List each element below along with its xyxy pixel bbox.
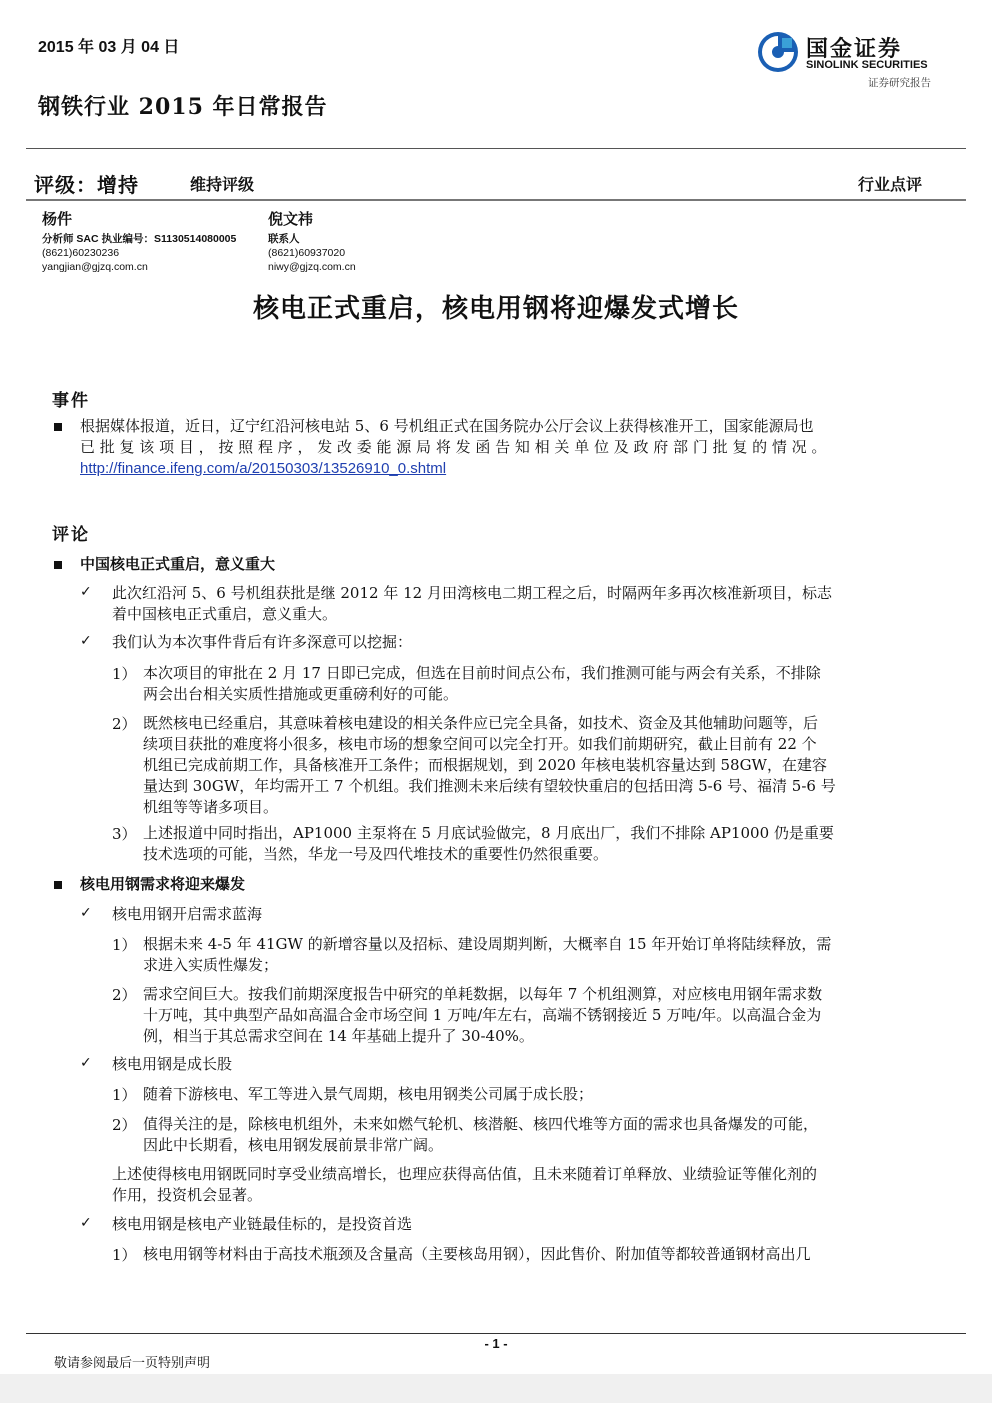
checkmark-icon: ✓ bbox=[80, 1215, 92, 1231]
text-line: 上述使得核电用钢既同时享受业绩高增长，也理应获得高估值，且未来随着订单释放、业绩验证等催化剂的 bbox=[112, 1165, 818, 1183]
source-link[interactable]: http://finance.ifeng.com/a/20150303/13526910_0.shtml bbox=[80, 460, 447, 477]
analyst-card bbox=[42, 208, 236, 274]
numbered-paragraph bbox=[143, 1084, 936, 1105]
item-number: 2） bbox=[112, 986, 137, 1004]
footer-divider bbox=[26, 1333, 966, 1334]
subheading-demand: 核电用钢需求将迎来爆发 bbox=[80, 875, 246, 893]
text-line: 值得关注的是，除核电机组外，未来如燃气轮机、核潜艇、核四代堆等方面的需求也具备爆发的可能， bbox=[143, 1115, 819, 1133]
report-main-title: 核电正式重启，核电用钢将迎爆发式增长 bbox=[252, 294, 739, 324]
checkmark-icon: ✓ bbox=[80, 584, 92, 600]
item-number: 1） bbox=[112, 665, 137, 683]
text-line: 需求空间巨大。按我们前期深度报告中研究的单耗数据，以每年 7 个机组测算，对应核电用钢年需求数 bbox=[143, 985, 823, 1003]
section-heading-comment: 评论 bbox=[52, 525, 90, 545]
cert-number: S1130514080005 bbox=[154, 233, 237, 245]
report-date: 2015 年 03 月 04 日 bbox=[38, 39, 180, 56]
text-line: 随着下游核电、军工等进入景气周期，核电用钢类公司属于成长股； bbox=[143, 1085, 594, 1103]
rating-label: 评级：增持 bbox=[34, 173, 139, 197]
text-line: 机组已完成前期工作，具备核准开工条件；而根据规划，到 2020 年核电装机容量达到 58GW，在建容 bbox=[143, 756, 827, 774]
checkmark-icon: ✓ bbox=[80, 905, 92, 921]
text-line: 核电用钢是成长股 bbox=[112, 1055, 233, 1073]
sinolink-logo-icon bbox=[756, 30, 800, 74]
square-bullet-icon bbox=[54, 881, 62, 889]
bullet-paragraph bbox=[112, 904, 936, 925]
numbered-paragraph bbox=[143, 984, 936, 1047]
text-line: 着中国核电正式重启，意义重大。 bbox=[112, 605, 338, 623]
rating-divider bbox=[26, 199, 966, 201]
analyst-card bbox=[268, 208, 356, 274]
analyst-name: 倪文祎 bbox=[268, 210, 314, 228]
numbered-paragraph bbox=[143, 663, 936, 705]
analyst-name: 杨件 bbox=[42, 210, 73, 228]
text-line: 续项目获批的难度将小很多，核电市场的想象空间可以完全打开。如我们前期研究，截止目前有 22 个 bbox=[143, 735, 817, 753]
text-line: 此次红沿河 5、6 号机组获批是继 2012 年 12 月田湾核电二期工程之后，时隔两年多再次核准新项目，标志 bbox=[112, 584, 832, 602]
text-line: 两会出台相关实质性措施或更重磅利好的可能。 bbox=[143, 685, 459, 703]
text-line: 根据媒体报道，近日，辽宁红沿河核电站 5、6 号机组正式在国务院办公厅会议上获得核准开工，国家能源局也 bbox=[80, 417, 814, 435]
text-line: 十万吨，其中典型产品如高温合金市场空间 1 万吨/年左右，高端不锈钢接近 5 万吨/年。以高温合金为 bbox=[143, 1006, 822, 1024]
text-line: 求进入实质性爆发； bbox=[143, 956, 279, 974]
numbered-paragraph bbox=[143, 713, 936, 818]
text-line: 技术选项的可能，当然，华龙一号及四代堆技术的重要性仍然很重要。 bbox=[143, 845, 609, 863]
square-bullet-icon bbox=[54, 423, 62, 431]
text-line: 机组等等诸多项目。 bbox=[143, 798, 279, 816]
company-logo bbox=[756, 28, 946, 88]
footer-disclaimer: 敬请参阅最后一页特别声明 bbox=[54, 1356, 211, 1371]
cert-label: 分析师 SAC 执业编号： bbox=[42, 233, 155, 245]
rating-action: 维持评级 bbox=[190, 175, 255, 194]
bullet-paragraph bbox=[112, 1214, 936, 1235]
checkmark-icon: ✓ bbox=[80, 1055, 92, 1071]
square-bullet-icon bbox=[54, 561, 62, 569]
numbered-paragraph bbox=[143, 1114, 936, 1156]
subheading-restart: 中国核电正式重启，意义重大 bbox=[80, 555, 276, 573]
bullet-paragraph bbox=[112, 1054, 936, 1075]
checkmark-icon: ✓ bbox=[80, 633, 92, 649]
text-line: 上述报道中同时指出，AP1000 主泵将在 5 月底试验做完，8 月底出厂，我们不排除 AP1000 仍是重要 bbox=[143, 824, 834, 842]
item-number: 2） bbox=[112, 1116, 137, 1134]
analyst-cert bbox=[42, 232, 236, 246]
item-number: 2） bbox=[112, 715, 137, 733]
item-number: 1） bbox=[112, 1246, 137, 1264]
logo-subtitle: 证券研究报告 bbox=[868, 77, 931, 89]
event-paragraph bbox=[80, 416, 936, 479]
logo-cn-text: 国金证券 bbox=[806, 36, 903, 62]
bullet-paragraph bbox=[112, 632, 936, 653]
text-line: 例，相当于其总需求空间在 14 年基础上提升了 30-40%。 bbox=[143, 1027, 534, 1045]
header-divider bbox=[26, 148, 966, 149]
text-line: 量达到 30GW，年均需开工 7 个机组。我们推测未来后续有望较快重启的包括田湾 5-6 号、福清 5-6 号 bbox=[143, 777, 836, 795]
logo-en-text: SINOLINK SECURITIES bbox=[806, 59, 928, 71]
analyst-email[interactable]: yangjian@gjzq.com.cn bbox=[42, 261, 148, 273]
page-number: - 1 - bbox=[484, 1336, 508, 1351]
item-number: 1） bbox=[112, 936, 137, 954]
numbered-paragraph bbox=[143, 823, 936, 865]
section-heading-event: 事件 bbox=[52, 391, 90, 411]
analyst-phone: (8621)60937020 bbox=[268, 247, 346, 259]
analyst-phone: (8621)60230236 bbox=[42, 247, 120, 259]
item-number: 1） bbox=[112, 1086, 137, 1104]
item-number: 3） bbox=[112, 825, 137, 843]
text-line: 我们认为本次事件背后有许多深意可以挖掘： bbox=[112, 633, 413, 651]
text-line: 因此中长期看，核电用钢发展前景非常广阔。 bbox=[143, 1136, 444, 1154]
footer-band bbox=[0, 1374, 992, 1403]
report-series-title: 钢铁行业 2015 年日常报告 bbox=[38, 94, 328, 120]
text-line: 根据未来 4-5 年 41GW 的新增容量以及招标、建设周期判断，大概率自 15 年开始订单将陆续释放，需 bbox=[143, 935, 832, 953]
summary-paragraph bbox=[112, 1164, 936, 1206]
contact-label: 联系人 bbox=[268, 233, 300, 245]
text-line: 核电用钢开启需求蓝海 bbox=[112, 905, 263, 923]
numbered-paragraph bbox=[143, 1244, 936, 1265]
analyst-email[interactable]: niwy@gjzq.com.cn bbox=[268, 261, 356, 273]
numbered-paragraph bbox=[143, 934, 936, 976]
text-line: 核电用钢是核电产业链最佳标的，是投资首选 bbox=[112, 1215, 413, 1233]
text-line: 已 批 复 该 项 目 ， 按 照 程 序 ， 发 改 委 能 源 局 将 发 函 告 知 相 关 单 位 及 政 府 部 门 批 复 的 情 况 。 bbox=[80, 438, 827, 456]
text-line: 既然核电已经重启，其意味着核电建设的相关条件应已完全具备，如技术、资金及其他辅助问题等，后 bbox=[143, 714, 819, 732]
text-line: 本次项目的审批在 2 月 17 日即已完成，但选在目前时间点公布，我们推测可能与两会有关系，不排除 bbox=[143, 664, 821, 682]
text-line: 作用，投资机会显著。 bbox=[112, 1186, 263, 1204]
report-type: 行业点评 bbox=[858, 175, 923, 194]
text-line: 核电用钢等材料由于高技术瓶颈及含量高（主要核岛用钢），因此售价、附加值等都较普通钢材高出几 bbox=[143, 1245, 811, 1263]
bullet-paragraph bbox=[112, 583, 936, 625]
